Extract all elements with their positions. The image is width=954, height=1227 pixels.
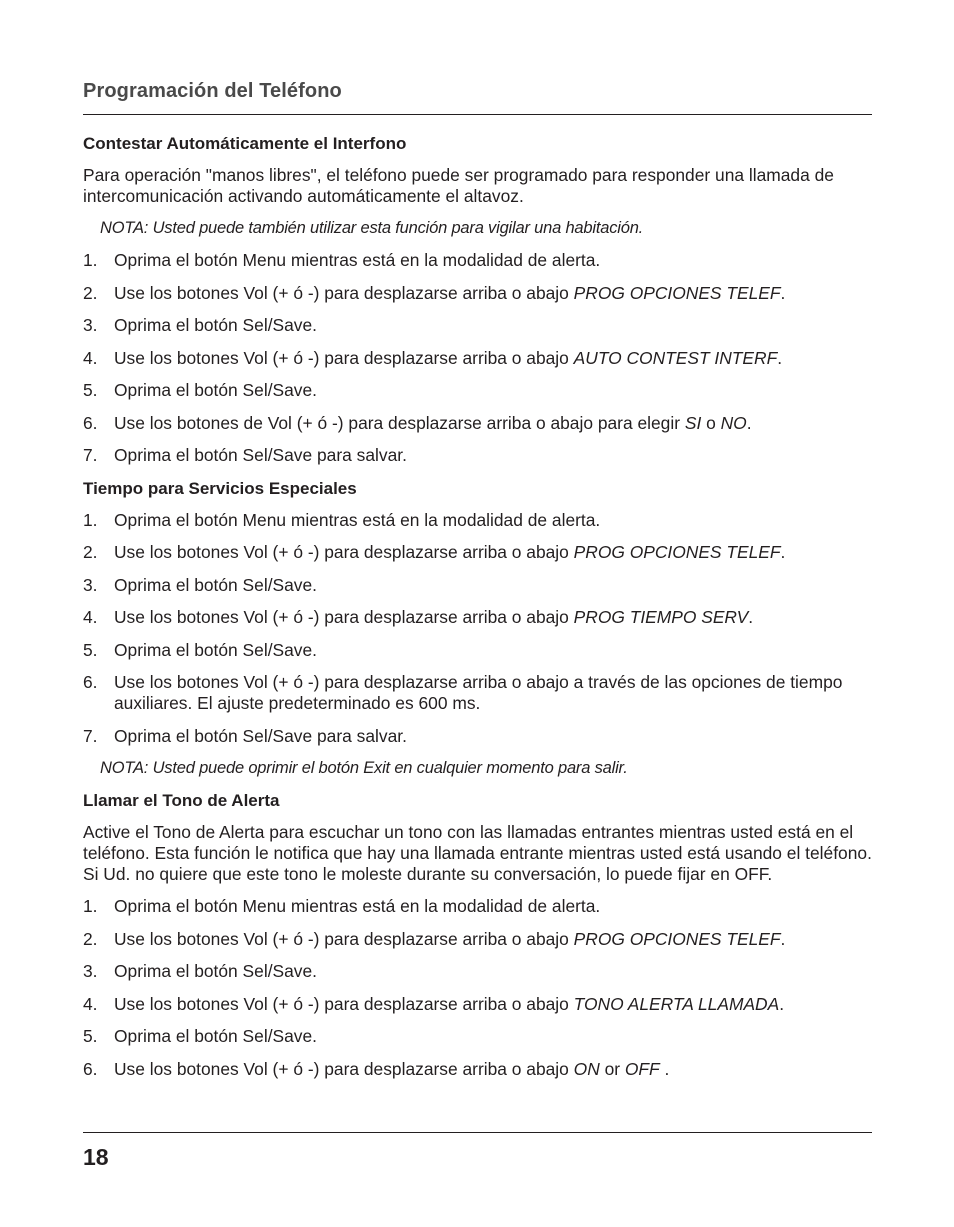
step-text-wrap bbox=[114, 542, 873, 563]
list-item bbox=[83, 348, 873, 369]
section-special-services-time bbox=[83, 478, 873, 780]
step-text: Use los botones Vol (+ ó -) para desplazarse arriba o abajo bbox=[114, 928, 574, 949]
step-text-mid: or bbox=[599, 1058, 625, 1079]
step-text: Use los botones Vol (+ ó -) para desplazarse arriba o abajo bbox=[114, 1058, 574, 1079]
list-item bbox=[83, 607, 873, 628]
step-number: 1. bbox=[83, 896, 98, 916]
list-item bbox=[83, 726, 873, 747]
step-number: 6. bbox=[83, 672, 98, 692]
step-number: 2. bbox=[83, 928, 98, 949]
section-call-waiting-tone bbox=[83, 790, 873, 1080]
list-item bbox=[83, 994, 873, 1015]
option-no-text: NO bbox=[720, 412, 747, 433]
list-item bbox=[83, 542, 873, 563]
step-list bbox=[83, 896, 873, 1080]
step-text-mid: o bbox=[701, 412, 721, 433]
section-note: NOTA: Usted puede oprimir el botón Exit en cualquier momento para salir. bbox=[100, 759, 628, 777]
footer-divider bbox=[83, 1132, 872, 1133]
step-text-tail: . bbox=[780, 928, 786, 949]
list-item bbox=[83, 1026, 873, 1047]
step-number: 1. bbox=[83, 250, 98, 270]
section-heading: Llamar el Tono de Alerta bbox=[83, 791, 280, 810]
step-text-tail: . bbox=[659, 1058, 670, 1079]
list-item bbox=[83, 413, 873, 434]
step-number: 5. bbox=[83, 1026, 98, 1046]
step-number: 2. bbox=[83, 282, 98, 303]
page-number: 18 bbox=[83, 1144, 109, 1170]
section-heading: Contestar Automáticamente el Interfono bbox=[83, 134, 407, 153]
step-text-wrap bbox=[114, 283, 873, 304]
section-intro: Active el Tono de Alerta para escuchar un tono con las llamadas entrantes mientras usted está en el teléfono. Esta función le notifica que hay una llamada entrante mientras usted está usando el teléfono. Si Ud. no quiere que este tono le moleste durante su conversación, lo puede fijar en OFF. bbox=[83, 822, 872, 884]
step-text: Oprima el botón Menu mientras está en la modalidad de alerta. bbox=[114, 509, 601, 530]
step-text: Oprima el botón Sel/Save. bbox=[114, 574, 317, 595]
step-text-wrap bbox=[114, 413, 873, 434]
step-number: 6. bbox=[83, 412, 98, 433]
step-text-wrap bbox=[114, 994, 873, 1015]
step-list bbox=[83, 250, 873, 466]
step-list bbox=[83, 510, 873, 747]
step-number: 4. bbox=[83, 347, 98, 368]
step-text-wrap bbox=[114, 348, 873, 369]
option-off-text: OFF bbox=[624, 1058, 660, 1079]
step-number: 3. bbox=[83, 315, 98, 335]
step-text: Use los botones Vol (+ ó -) para desplazarse arriba o abajo bbox=[114, 542, 574, 562]
section-auto-answer-intercom bbox=[83, 133, 873, 466]
list-item bbox=[83, 896, 873, 917]
step-number: 5. bbox=[83, 380, 98, 400]
step-text-tail: . bbox=[777, 347, 783, 368]
menu-option-text: TONO ALERTA LLAMADA bbox=[573, 993, 780, 1014]
list-item bbox=[83, 640, 873, 661]
section-note: NOTA: Usted puede también utilizar esta función para vigilar una habitación. bbox=[100, 219, 644, 237]
page-header-title: Programación del Teléfono bbox=[83, 80, 342, 102]
step-text-wrap bbox=[114, 1059, 873, 1080]
list-item bbox=[83, 445, 873, 466]
list-item bbox=[83, 510, 873, 531]
step-text-tail: . bbox=[780, 282, 786, 303]
list-item bbox=[83, 575, 873, 596]
page-content bbox=[83, 133, 873, 1091]
step-number: 5. bbox=[83, 639, 98, 660]
step-text: Oprima el botón Sel/Save. bbox=[114, 1026, 317, 1046]
step-text-wrap bbox=[114, 929, 873, 950]
step-text: Use los botones Vol (+ ó -) para desplazarse arriba o abajo a través de las opciones de tiempo auxiliares. El ajuste predeterminado es 600 ms. bbox=[114, 672, 843, 713]
step-text: Oprima el botón Sel/Save. bbox=[114, 315, 317, 335]
list-item bbox=[83, 929, 873, 950]
menu-option-text: AUTO CONTEST INTERF bbox=[573, 347, 778, 368]
step-number: 7. bbox=[83, 725, 98, 746]
section-heading: Tiempo para Servicios Especiales bbox=[83, 478, 357, 498]
step-text: Use los botones de Vol (+ ó -) para desplazarse arriba o abajo para elegir bbox=[114, 412, 685, 433]
step-text: Use los botones Vol (+ ó -) para desplazarse arriba o abajo bbox=[114, 607, 574, 627]
option-on-text: ON bbox=[573, 1058, 600, 1079]
step-text-tail: . bbox=[746, 412, 752, 433]
step-text-tail: . bbox=[780, 542, 786, 562]
step-text: Oprima el botón Sel/Save. bbox=[114, 961, 317, 981]
step-number: 2. bbox=[83, 542, 98, 562]
menu-option-text: PROG TIEMPO SERV bbox=[573, 607, 749, 627]
step-text: Oprima el botón Sel/Save. bbox=[114, 380, 317, 400]
step-number: 3. bbox=[83, 574, 98, 595]
step-number: 3. bbox=[83, 961, 98, 981]
section-intro: Para operación "manos libres", el teléfono puede ser programado para responder una llamada de intercomunicación activando automáticamente el altavoz. bbox=[83, 165, 834, 206]
list-item bbox=[83, 961, 873, 982]
list-item bbox=[83, 1059, 873, 1080]
step-text: Oprima el botón Sel/Save. bbox=[114, 639, 317, 660]
list-item bbox=[83, 315, 873, 336]
step-text: Use los botones Vol (+ ó -) para desplazarse arriba o abajo bbox=[114, 347, 574, 368]
header-divider bbox=[83, 114, 872, 115]
step-text: Oprima el botón Menu mientras está en la modalidad de alerta. bbox=[114, 250, 601, 270]
menu-option-text: PROG OPCIONES TELEF bbox=[573, 928, 781, 949]
list-item bbox=[83, 672, 873, 714]
step-text-wrap bbox=[114, 607, 873, 628]
step-text: Use los botones Vol (+ ó -) para desplazarse arriba o abajo bbox=[114, 993, 574, 1014]
step-text-tail: . bbox=[748, 607, 754, 627]
menu-option-text: PROG OPCIONES TELEF bbox=[573, 542, 781, 562]
step-number: 7. bbox=[83, 445, 98, 465]
list-item bbox=[83, 380, 873, 401]
step-text: Oprima el botón Sel/Save para salvar. bbox=[114, 725, 407, 746]
step-number: 4. bbox=[83, 993, 98, 1014]
step-number: 4. bbox=[83, 607, 98, 627]
menu-option-text: PROG OPCIONES TELEF bbox=[573, 282, 781, 303]
step-text: Use los botones Vol (+ ó -) para desplazarse arriba o abajo bbox=[114, 282, 574, 303]
list-item bbox=[83, 250, 873, 271]
step-number: 6. bbox=[83, 1058, 98, 1079]
list-item bbox=[83, 283, 873, 304]
option-si-text: SI bbox=[684, 412, 702, 433]
step-text: Oprima el botón Sel/Save para salvar. bbox=[114, 445, 407, 465]
step-number: 1. bbox=[83, 509, 98, 530]
step-text: Oprima el botón Menu mientras está en la modalidad de alerta. bbox=[114, 896, 601, 916]
step-text-tail: . bbox=[779, 993, 785, 1014]
